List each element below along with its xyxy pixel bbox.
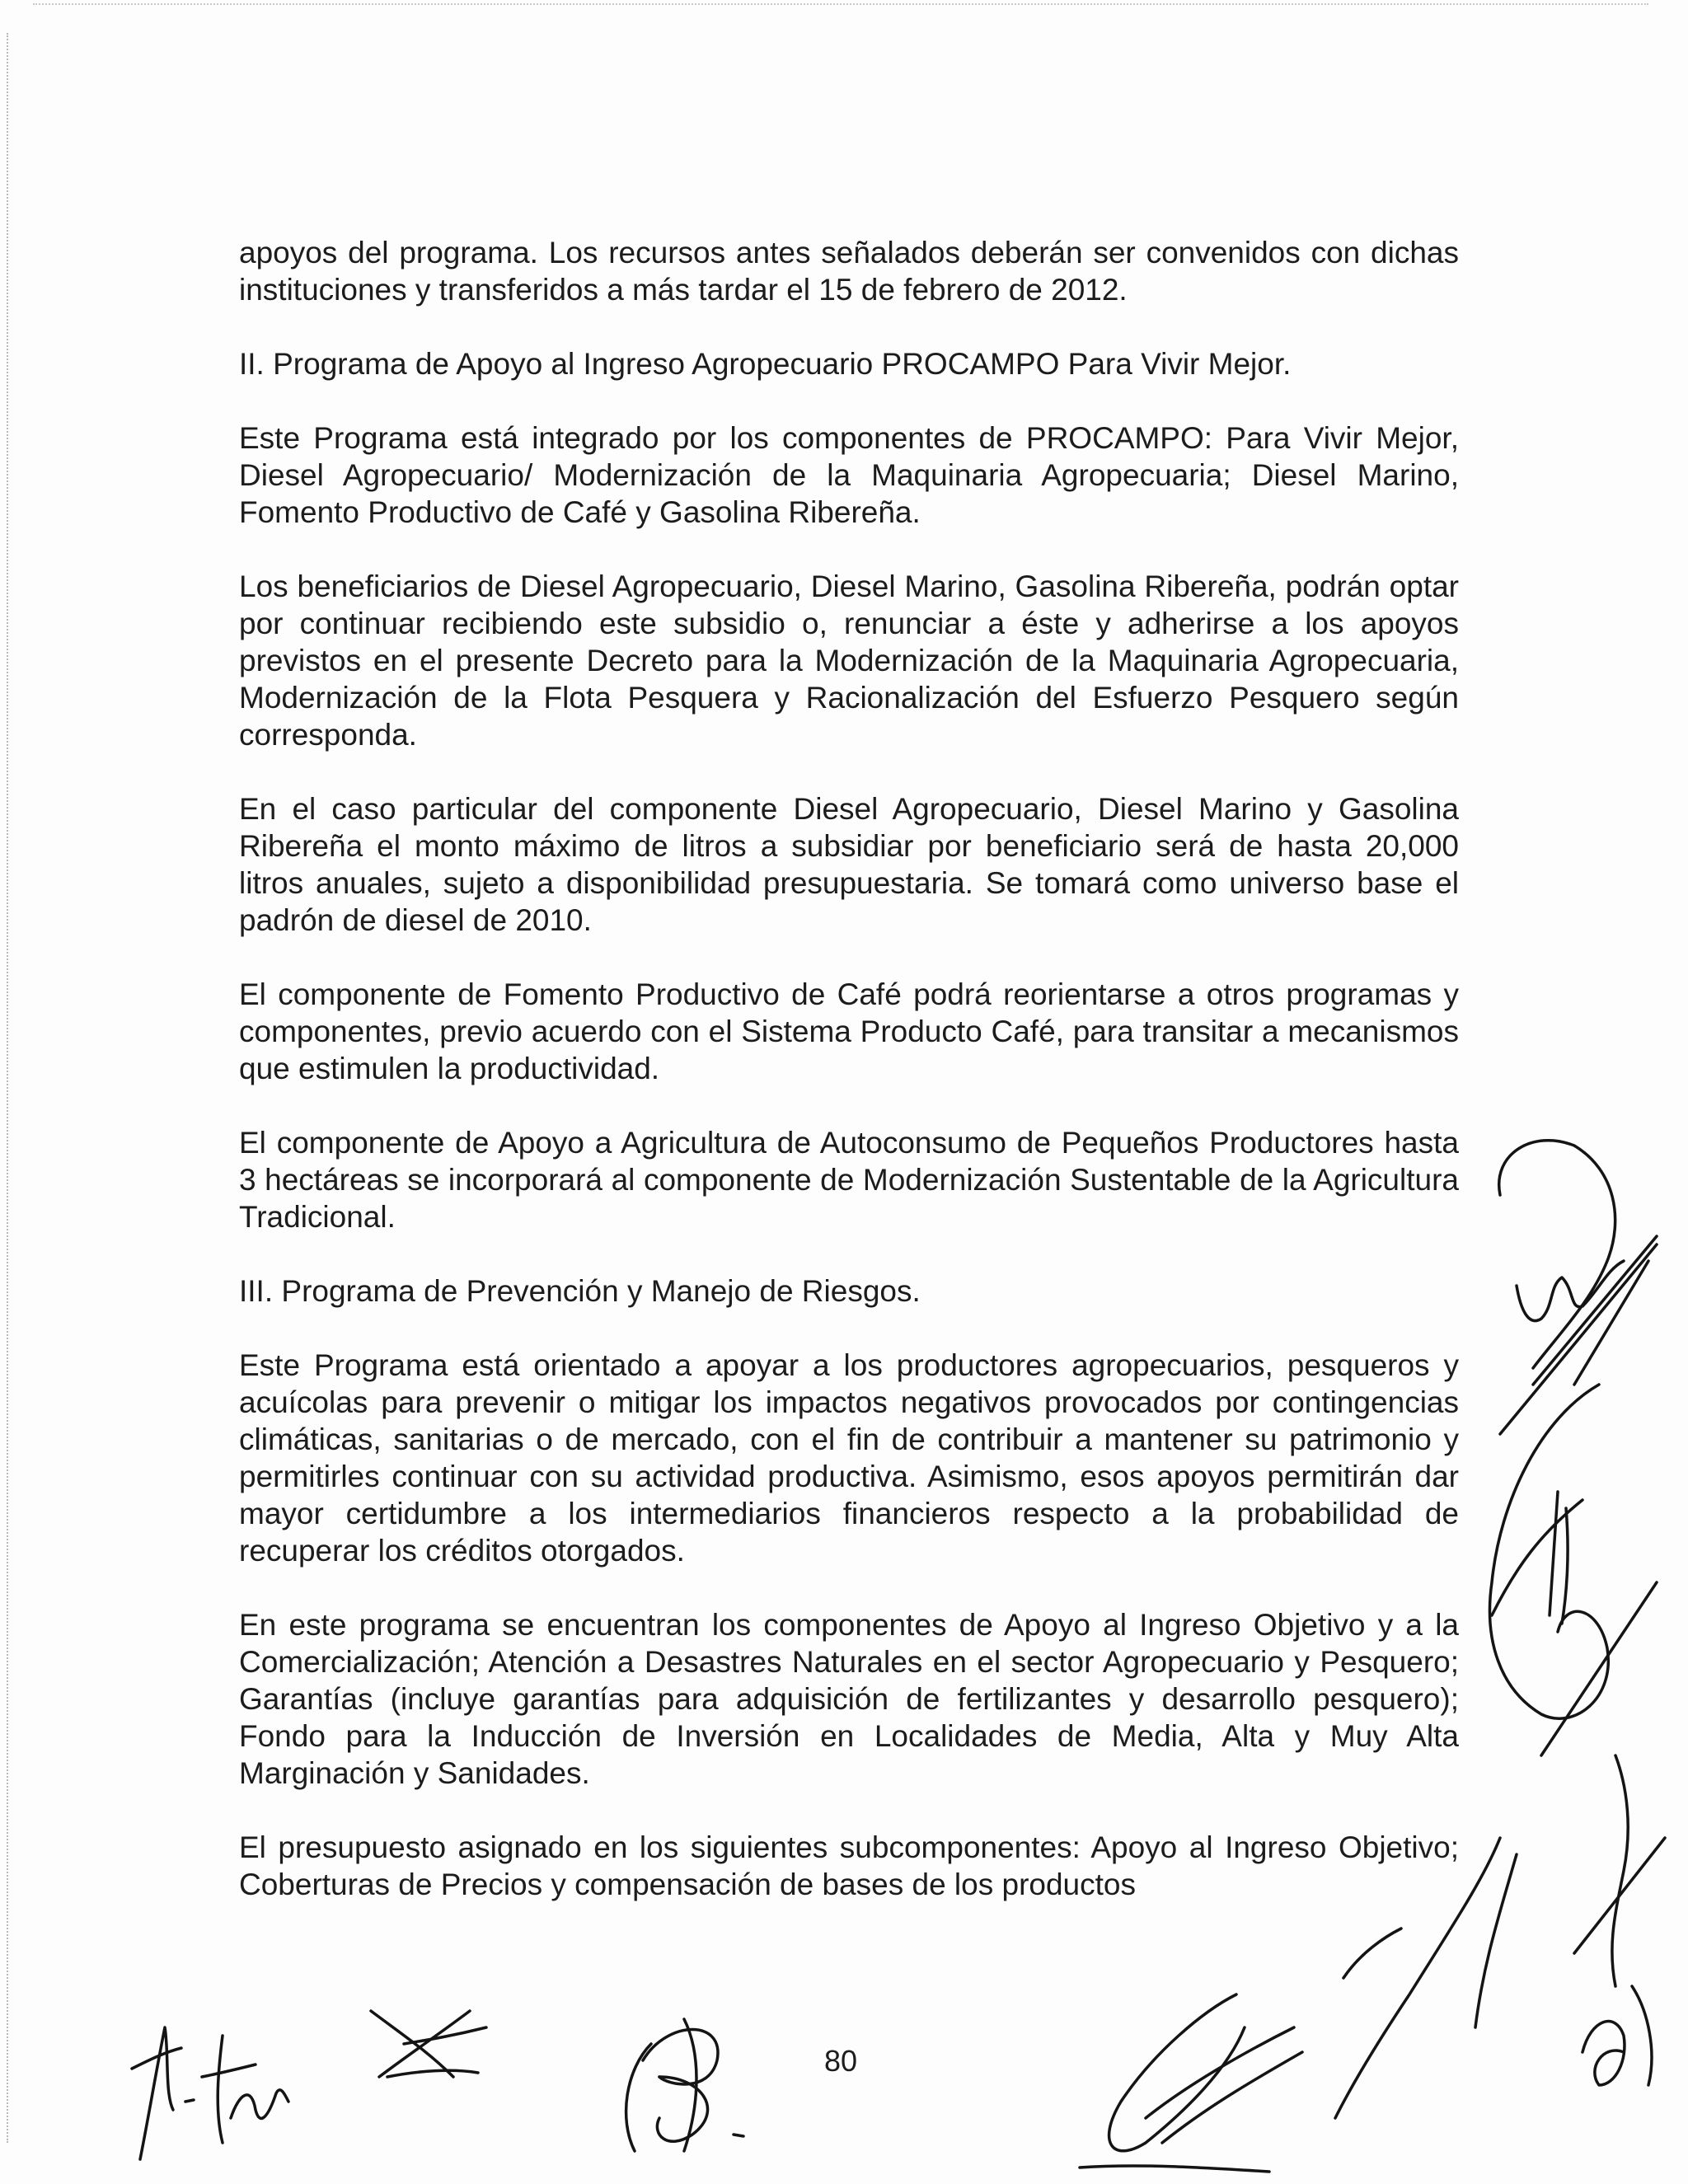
paragraph: El presupuesto asignado en los siguientes subcomponentes: Apoyo al Ingreso Objetivo; Coberturas de Precios y compensación de bases de los productos — [239, 1830, 1459, 1901]
scan-edge-top — [33, 3, 1648, 7]
section-heading-iii: III. Programa de Prevención y Manejo de Riesgos. — [239, 1274, 921, 1308]
document-body — [239, 234, 1459, 1940]
signature-bottom-monogram — [593, 1994, 758, 2168]
signature-bottom-large — [1022, 1978, 1335, 2176]
section-heading-ii: II. Programa de Apoyo al Ingreso Agropecuario PROCAMPO Para Vivir Mejor. — [239, 347, 1292, 381]
paragraph: El componente de Apoyo a Agricultura de Autoconsumo de Pequeños Productores hasta 3 hectáreas se incorporará al componente de Modernización Sustentable de la Agricultura Tradicional. — [239, 1126, 1459, 1234]
paragraph: Los beneficiarios de Diesel Agropecuario, Diesel Marino, Gasolina Ribereña, podrán optar por continuar recibiendo este subsidio o, renunciar a éste y adherirse a los apoyos previstos en el presente Decreto para la Modernización de la Maquinaria Agropecuaria, Modernización de la Flota Pesquera y Racionalización del Esfuerzo Pesquero según corresponda. — [239, 569, 1459, 752]
paragraph: En el caso particular del componente Diesel Agropecuario, Diesel Marino y Gasolina Ribereña el monto máximo de litros a subsidiar por beneficiario será de hasta 20,000 litros anuales, sujeto a disponibilidad presupuestaria. Se tomará como universo base el padrón de diesel de 2010. — [239, 792, 1459, 937]
paragraph: El componente de Fomento Productivo de Café podrá reorientarse a otros programas y componentes, previo acuerdo con el Sistema Producto Café, para transitar a mecanismos que estimulen la productividad. — [239, 977, 1459, 1085]
initials-bottom-left — [107, 2003, 305, 2176]
paragraph: Este Programa está orientado a apoyar a los productores agropecuarios, pesqueros y acuícolas para prevenir o mitigar los impactos negativos provocados por contingencias climáticas, sanitarias o de mercado, con el fin de contribuir a mantener su patrimonio y permitirles continuar con su actividad productiva. Asimismo, esos apoyos permitirán dar mayor certidumbre a los intermediarios financieros respecto a la probabilidad de recuperar los créditos otorgados. — [239, 1348, 1459, 1568]
signature-margin-bottom — [1566, 1739, 1681, 2102]
paragraph: Este Programa está integrado por los componentes de PROCAMPO: Para Vivir Mejor, Diesel Agropecuario/ Modernización de la Maquinaria Agropecuaria; Diesel Marino, Fomento Productivo de Café y Gasolina Ribereña. — [239, 421, 1459, 529]
paragraph: apoyos del programa. Los recursos antes señalados deberán ser convenidos con dichas instituciones y transferidos a más tardar el 15 de febrero de 2012. — [239, 236, 1459, 307]
scan-edge-left — [7, 33, 12, 2143]
signature-margin-middle — [1467, 1368, 1665, 1764]
page-number: 80 — [824, 2044, 858, 2078]
paragraph: En este programa se encuentran los componentes de Apoyo al Ingreso Objetivo y a la Comercialización; Atención a Desastres Naturales en el sector Agropecuario y Pesquero; Garantías (incluye garantías para adquisición de fertilizantes y desarrollo pesquero); Fondo para la Inducción de Inversión en Localidades de Media, Alta y Muy Alta Marginación y Sanidades. — [239, 1608, 1459, 1790]
initials-bottom-x — [354, 1994, 503, 2093]
